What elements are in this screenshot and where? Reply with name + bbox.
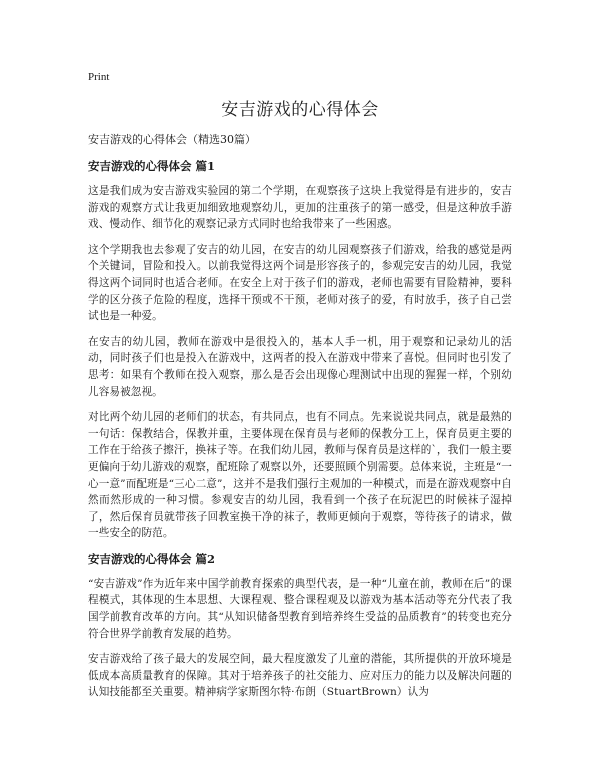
paragraph: “安吉游戏”作为近年来中国学前教育探索的典型代表，是一种“儿童在前，教师在后”的课程模式，其体现的生本思想、大课程观、整合课程观及以游戏为基本活动等充分代表了我国学前教育改革的方向。其“从知识储备型教育到培养终生受益的品质教育”的转变也充分符合世界学前教育发展的趋势。: [88, 577, 512, 640]
paragraph: 对比两个幼儿园的老师们的状态，有共同点，也有不同点。先来说说共同点，就是最熟的一句话：保教结合，保教并重，主要体现在保育员与老师的保教分工上，保育员更主要的工作在于给孩子擦汗，换袜子等。在我们幼儿园，教师与保育员是这样的`，我们一般主要更偏向于幼儿游戏的观察，配班除了观察以外，还要照顾个别需要。总体来说，主班是“一心一意”而配班是“三心二意”，这并不是我们强行主观加的一种模式，而是在游戏观察中自然而然形成的一种习惯。参观安吉的幼儿园，我看到一个孩子在玩泥巴的时候袜子湿掉了，然后保育员就带孩子回教室换干净的袜子，教师更倾向于观察，等待孩子的请求，做一些安全的防范。: [88, 411, 512, 540]
paragraph: 安吉游戏给了孩子最大的发展空间，最大程度激发了儿童的潜能，其所提供的开放环境是低成本高质量教育的保障。其对于培养孩子的社交能力、应对压力的能力以及解决问题的认知技能都至关重要。精神病学家斯图尔特·布朗（StuartBrown）认为: [88, 653, 512, 699]
paragraph: 这是我们成为安吉游戏实验园的第二个学期，在观察孩子这块上我觉得是有进步的，安吉游戏的观察方式让我更加细致地观察幼儿，更加的注重孩子的第一感受，但是这种放手游戏、慢动作、细节化的观察记录方式同时也给我带来了一些困惑。: [88, 185, 512, 231]
page-title: 安吉游戏的心得体会: [221, 100, 379, 120]
print-link[interactable]: Print: [88, 71, 110, 83]
paragraph: 在安吉的幼儿园，教师在游戏中是很投入的，基本人手一机，用于观察和记录幼儿的活动，同时孩子们也是投入在游戏中，这两者的投入在游戏中带来了喜悦。但同时也引发了思考：如果有个教师在投入观察，那么是否会出现像心理测试中出现的猩猩一样，个别幼儿容易被忽视。: [88, 335, 512, 398]
section-1: [88, 158, 512, 542]
section-heading: 安吉游戏的心得体会 篇2: [88, 551, 216, 566]
paragraph: 这个学期我也去参观了安吉的幼儿园，在安吉的幼儿园观察孩子们游戏，给我的感觉是两个关键词，冒险和投入。以前我觉得这两个词是形容孩子的，参观完安吉的幼儿园，我觉得这两个词同时也适合老师。在安全上对于孩子们的游戏，老师也需要有冒险精神，要科学的区分孩子危险的程度，选择干预或不干预，老师对孩子的爱，有时放手，孩子自己尝试也是一种爱。: [88, 243, 512, 323]
section-heading: 安吉游戏的心得体会 篇1: [88, 159, 216, 173]
document-page: [88, 70, 512, 710]
section-2: [88, 551, 512, 701]
document-subtitle: 安吉游戏的心得体会（精选30篇）: [88, 133, 256, 146]
